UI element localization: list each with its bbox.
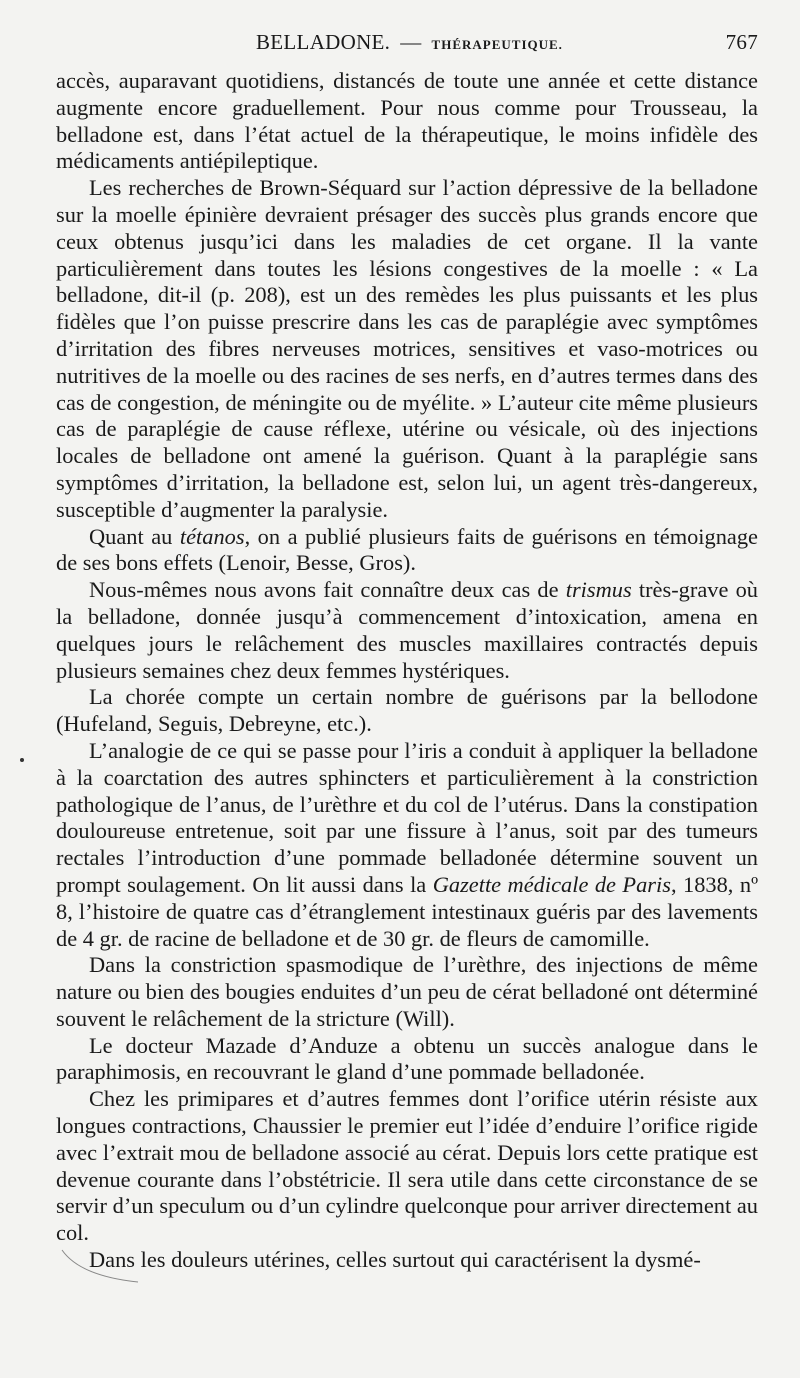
paragraph — [56, 738, 758, 952]
text-run: Les recherches de Brown-Séquard sur l’action dépressive de la belladone sur la moelle épinière devraient présager des succès plus grands encore que ceux obtenus jusqu’ici dans les maladies de cet organe. Il la vante particulièrement dans toutes les lésions congestives de la moelle : « La belladone, dit-il (p. 208), est un des remèdes les plus puissants et les plus fidèles que l’on puisse prescrire dans les cas de paraplégie avec symptômes d’irritation des fibres nerveuses motrices, sensitives et vaso-motrices ou nutritives de la moelle ou des racines de ses nerfs, en d’autres termes dans des cas de congestion, de méningite ou de myélite. » L’auteur cite même plusieurs cas de paraplégie de cause réflexe, utérine ou vésicale, où des injections locales de belladone ont amené la guérison. Quant à la paraplégie sans symptômes d’irritation, la belladone est, selon lui, un agent très-dangereux, susceptible d’augmenter la paralysie. — [56, 175, 758, 522]
running-head — [56, 30, 758, 64]
paragraph — [56, 68, 758, 175]
text-run: Dans la constriction spasmodique de l’urèthre, des injections de même nature ou bien des bougies enduites d’un peu de cérat belladoné ont déterminé souvent le relâchement de la stricture (Will). — [56, 952, 758, 1031]
text-run: , on a publié plusieurs faits de guérisons en témoignage de ses bons effets (Lenoir, Besse, Gros). — [56, 523, 758, 576]
paragraph — [56, 684, 758, 738]
paragraph — [56, 952, 758, 1032]
italic-term: Gazette médicale de Paris — [432, 871, 671, 897]
paragraph — [56, 524, 758, 578]
text-run: Nous-mêmes nous avons fait connaître deux cas de — [89, 577, 566, 603]
text-run: La chorée compte un certain nombre de guérisons par la bellodone (Hufeland, Seguis, Debreyne, etc.). — [56, 684, 758, 737]
text-run: Le docteur Mazade d’Anduze a obtenu un succès analogue dans le paraphimosis, en recouvrant le gland d’une pommade belladonée. — [56, 1032, 758, 1085]
text-run: Chez les primipares et d’autres femmes dont l’orifice utérin résiste aux longues contractions, Chaussier le premier eut l’idée d’enduire l’orifice rigide avec l’extrait mou de belladone associé au cérat. Depuis lors cette pratique est devenue courante dans l’obstétricie. Il sera utile dans cette circonstance de se servir d’un speculum ou d’un cylindre quelconque pour arriver directement au col. — [56, 1086, 758, 1246]
corner-pencil-mark — [60, 1246, 140, 1286]
body-text — [56, 68, 758, 1274]
page-number: 767 — [725, 30, 758, 54]
text-run: L’analogie de ce qui se passe pour l’iris a conduit à appliquer la belladone à la coarctation des autres sphincters et particulièrement à la constriction pathologique de l’anus, de l’urèthre et du col de l’utérus. Dans la constipation douloureuse entretenue, soit par une fissure à l’anus, soit par des tumeurs rectales l’introduction d’une pommade belladonée détermine souvent un prompt soulagement. On lit aussi dans la — [56, 737, 758, 897]
paragraph — [56, 175, 758, 523]
text-run: très-grave où la belladone, donnée jusqu’à commencement d’intoxication, amena en quelques jours le relâchement des muscles maxillaires contractés depuis plusieurs semaines chez deux femmes hystériques. — [56, 577, 758, 683]
text-run: accès, auparavant quotidiens, distancés de toute une année et cette distance augmente encore graduellement. Pour nous comme pour Trousseau, la belladone est, dans l’état actuel de la thérapeutique, le moins infidèle des médicaments antiépileptique. — [56, 68, 758, 174]
text-run: Quant au — [89, 523, 180, 549]
margin-dot — [20, 758, 24, 762]
running-title: BELLADONE. — [256, 30, 391, 54]
text-run: Dans les douleurs utérines, celles surtout qui caractérisent la dysmé- — [89, 1247, 701, 1273]
paragraph — [56, 1033, 758, 1087]
text-run: , 1838, nº 8, l’histoire de quatre cas d’étranglement intestinaux guéris par des lavements de 4 gr. de racine de belladone et de 30 gr. de fleurs de camomille. — [56, 871, 759, 951]
paragraph — [56, 1247, 758, 1274]
italic-term: tétanos — [179, 523, 245, 549]
italic-term: trismus — [565, 577, 632, 603]
paragraph — [56, 577, 758, 684]
running-dash: — — [400, 30, 422, 54]
running-section: THÉRAPEUTIQUE. — [431, 37, 563, 52]
paragraph — [56, 1086, 758, 1247]
